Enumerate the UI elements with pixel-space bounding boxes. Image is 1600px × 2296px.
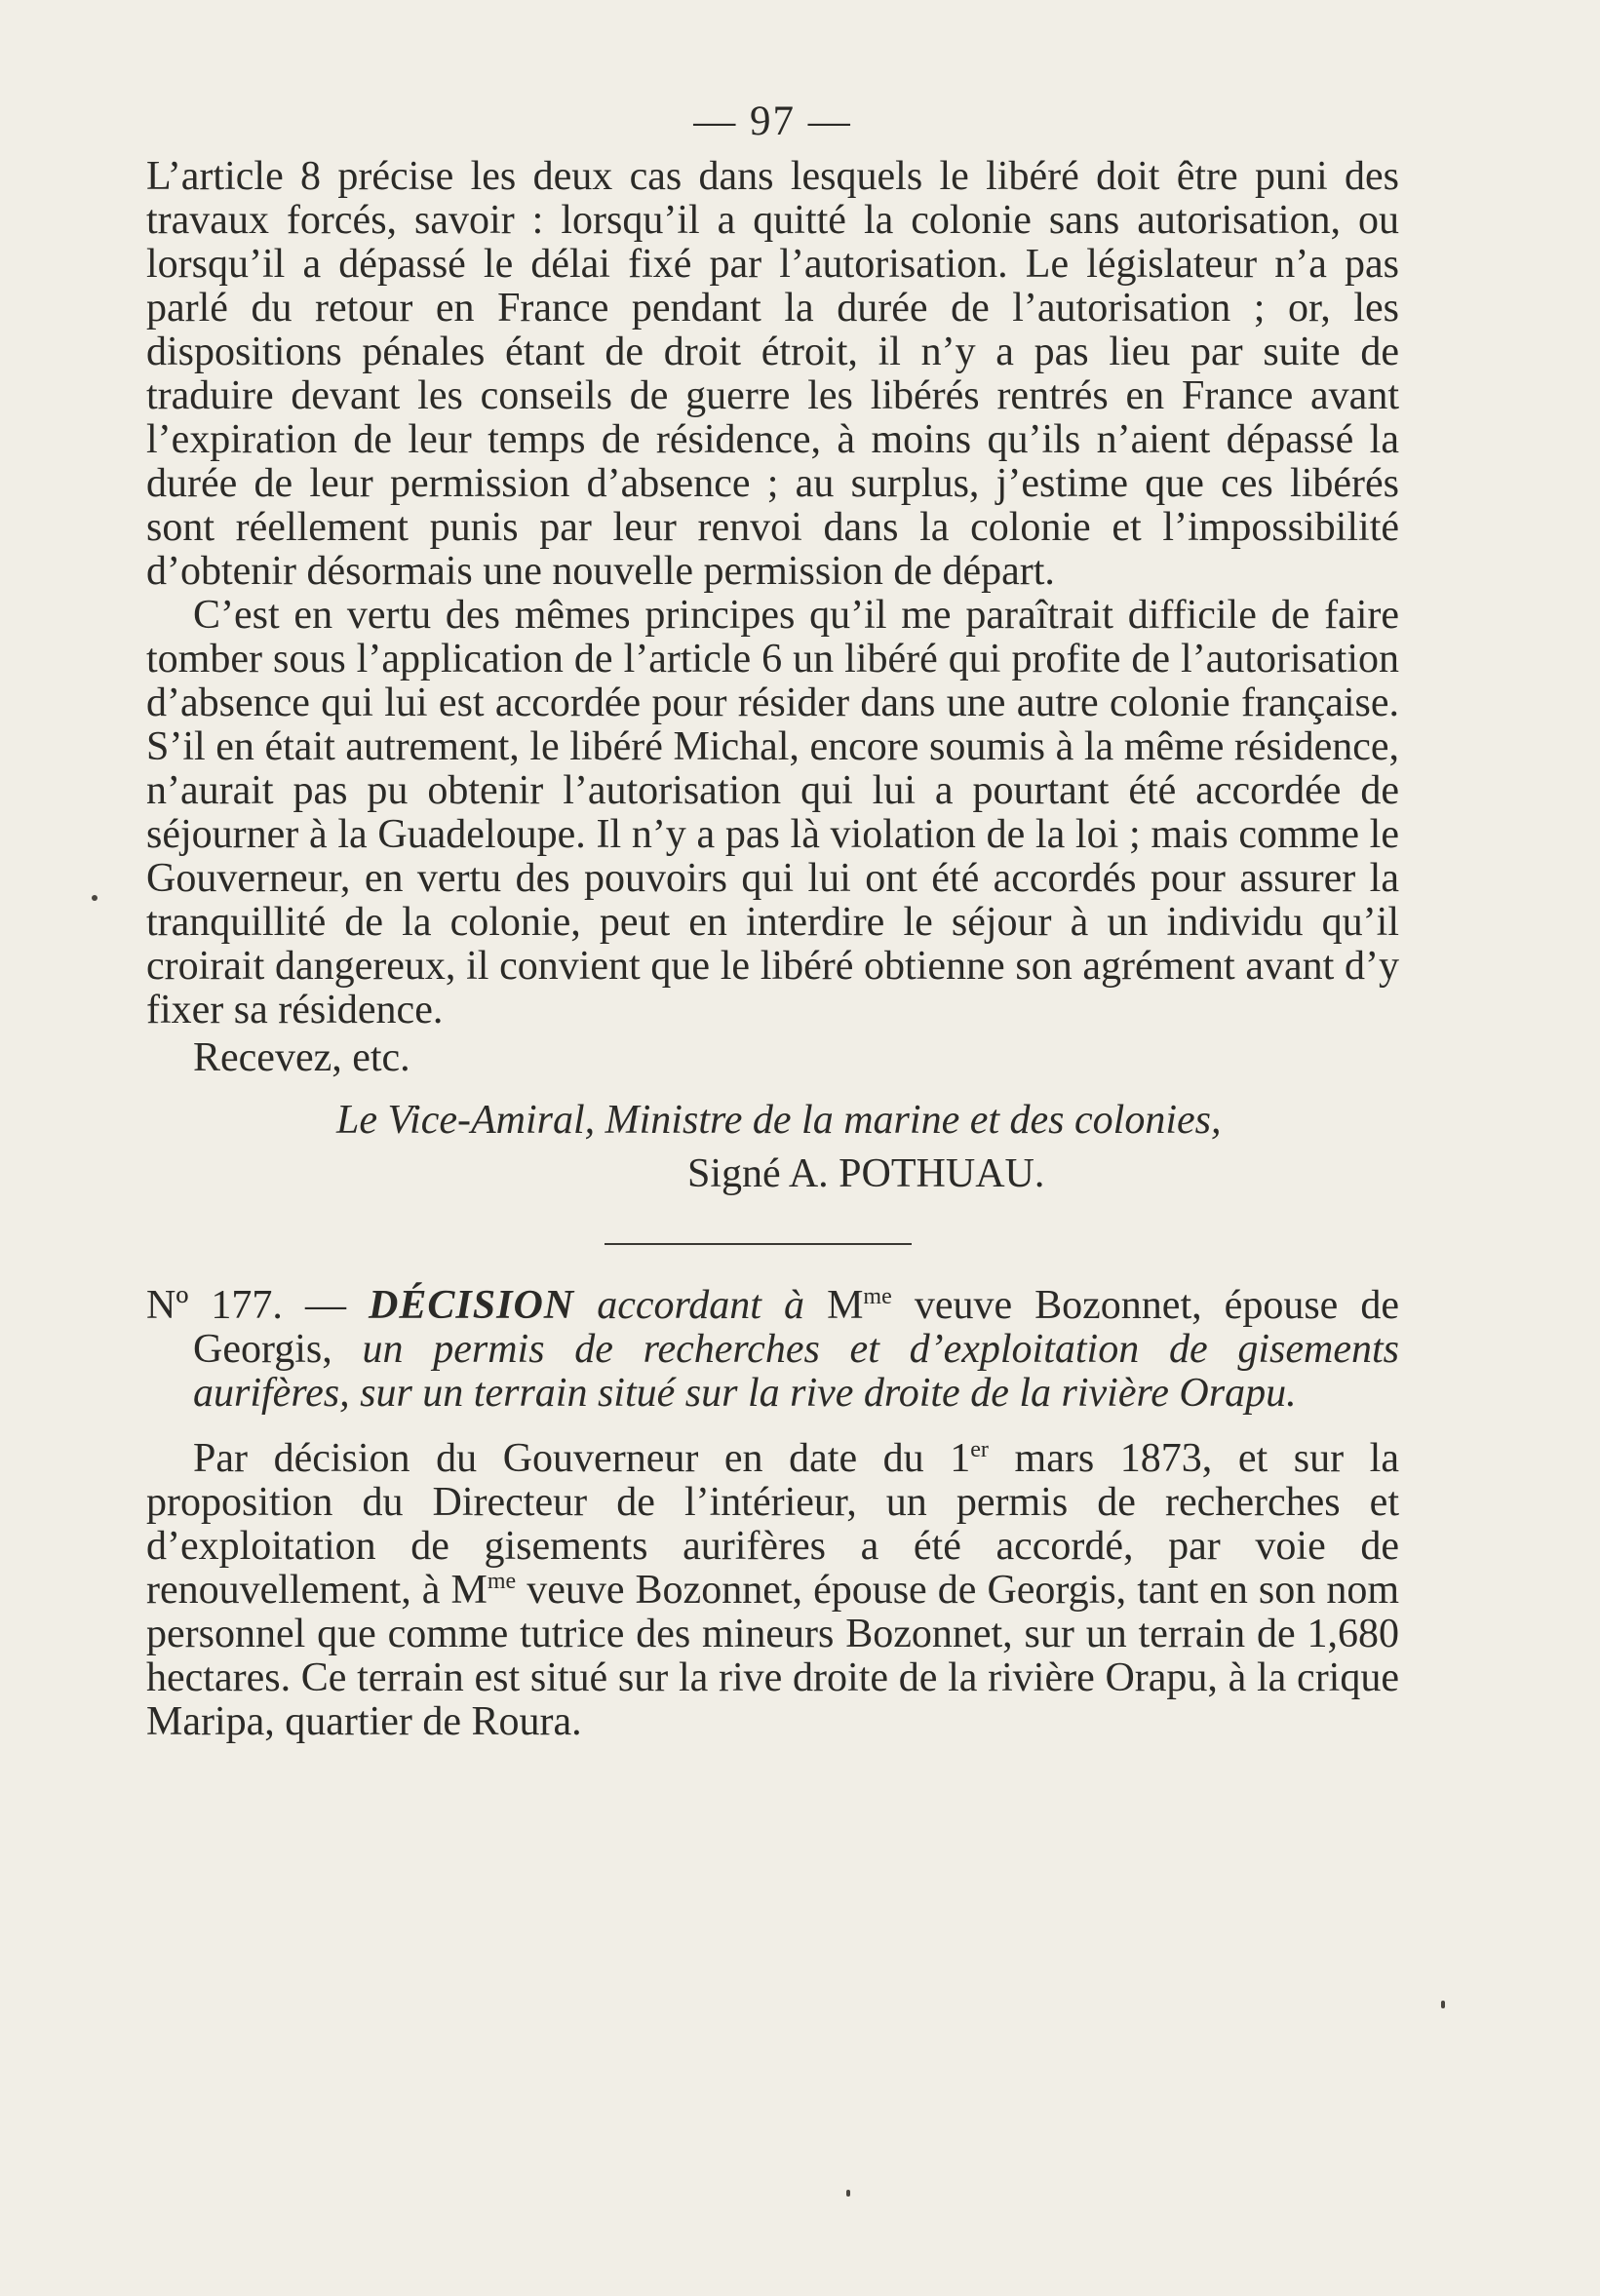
closing-formula: Recevez, etc.	[193, 1035, 410, 1080]
decision-heading	[146, 1284, 1399, 1416]
signature-title: Le Vice-Amiral, Ministre de la marine et des colonies,	[336, 1098, 1222, 1143]
decision-heading-part3: un permis de recherches et d’exploitation de gisements aurifères, sur un terrain situé sur la rive droite de la rivière Orapu.	[193, 1327, 1399, 1416]
decision-heading-mme: M	[827, 1283, 864, 1328]
decision-heading-part1: accordant à	[597, 1283, 804, 1328]
page-content	[146, 97, 1399, 1744]
decision-body-er-sup: er	[970, 1437, 989, 1462]
decision-heading-mme-sup: me	[863, 1284, 892, 1309]
decision-body-part1: Par décision du Gouverneur en date du 1	[193, 1436, 971, 1481]
section-divider	[605, 1243, 912, 1245]
ink-speck	[1441, 2001, 1445, 2008]
decision-body-part3: veuve Bozonnet, épouse de Georgis, tant en son nom personnel que comme tutrice des mineurs Bozonnet, sur un terrain de 1,680 hectares. Ce terrain est situé sur la rive droite de la rivière Orapu, à la crique Maripa, quartier de Roura.	[146, 1568, 1399, 1744]
paragraph-article-6: C’est en vertu des mêmes principes qu’il me paraîtrait difficile de faire tomber sous l’application de l’article 6 un libéré qui profite de l’autorisation d’absence qui lui est accordée pour résider dans une autre colonie française. S’il en était autrement, le libéré Michal, encore soumis à la même résidence, n’aurait pas pu obtenir l’autorisation qui lui a pourtant été accordée de séjourner à la Guadeloupe. Il n’y a pas là violation de la loi ; mais comme le Gouverneur, en vertu des pouvoirs qui lui ont été accordés pour assurer la tranquillité de la colonie, peut en interdire le séjour à un individu qu’il croirait dangereux, il convient que le libéré obtienne son agrément avant d’y fixer sa résidence.	[146, 593, 1399, 1032]
decision-number: Nº 177. —	[146, 1283, 346, 1328]
ink-speck	[92, 895, 98, 901]
decision-body	[146, 1437, 1399, 1744]
decision-body-mme-sup: me	[487, 1569, 517, 1594]
signature-name: Signé A. POTHUAU.	[687, 1151, 1045, 1196]
decision-heading-part2: veuve Bozonnet, épouse de Georgis,	[193, 1283, 1400, 1372]
decision-word: DÉCISION	[369, 1283, 575, 1328]
decision-body-part2: mars 1873, et sur la proposition du Directeur de l’intérieur, un permis de recherches et d’exploitation de gisements aurifères a été accordé, par voie de renouvellement, à M	[146, 1436, 1399, 1613]
ink-speck	[846, 2190, 850, 2197]
paragraph-article-8: L’article 8 précise les deux cas dans lesquels le libéré doit être puni des travaux forcés, savoir : lorsqu’il a quitté la colonie sans autorisation, ou lorsqu’il a dépassé le délai fixé par l’autorisation. Le législateur n’a pas parlé du retour en France pendant la durée de l’autorisation ; or, les dispositions pénales étant de droit étroit, il n’y a pas lieu par suite de traduire devant les conseils de guerre les libérés rentrés en France avant l’expiration de leur temps de résidence, à moins qu’ils n’aient dépassé la durée de leur permission d’absence ; au surplus, j’estime que ces libérés sont réellement punis par leur renvoi dans la colonie et l’impossibilité d’obtenir désormais une nouvelle permission de départ.	[146, 154, 1399, 594]
page-number: — 97 —	[693, 98, 852, 144]
